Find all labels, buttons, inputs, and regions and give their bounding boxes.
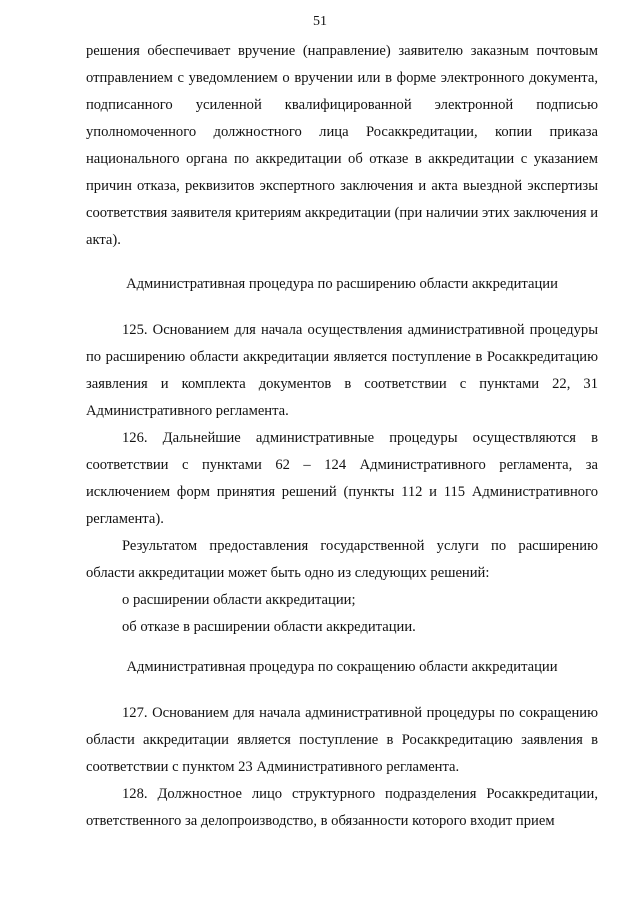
decision-option-refuse: об отказе в расширении области аккредитации.: [122, 619, 416, 635]
section-expand-block: [86, 317, 598, 641]
paragraph-127: 127. Основанием для начала административной процедуры по сокращению области аккредитации является поступление в Росаккредитацию заявления в соответствии с пунктом 23 Административного регламента.: [86, 705, 598, 775]
heading-expand-accreditation: Административная процедура по расширению области аккредитации: [126, 276, 558, 292]
section-reduce-block: [86, 700, 598, 835]
decision-option-expand: о расширении области аккредитации;: [122, 592, 356, 608]
paragraph-126: 126. Дальнейшие административные процедуры осуществляются в соответствии с пунктами 62 – 124 Административного регламента, за исключением форм принятия решений (пункты 112 и 115 Административного регламента).: [86, 430, 598, 527]
result-paragraph: Результатом предоставления государственной услуги по расширению области аккредитации может быть одно из следующих решений:: [86, 538, 598, 581]
heading-reduce-accreditation: Административная процедура по сокращению области аккредитации: [126, 659, 558, 675]
intro-paragraph-block: [86, 38, 598, 254]
intro-paragraph: решения обеспечивает вручение (направление) заявителю заказным почтовым отправлением с уведомлением о вручении или в форме электронного документа, подписанного усиленной квалифицированной электронной подписью уполномоченного должностного лица Росаккредитации, копии приказа национального органа по аккредитации об отказе в аккредитации с указанием причин отказа, реквизитов экспертного заключения и акта выездной экспертизы соответствия заявителя критериям аккредитации (при наличии этих заключения и акта).: [86, 43, 599, 248]
page-number: 51: [313, 14, 327, 29]
paragraph-128: 128. Должностное лицо структурного подразделения Росаккредитации, ответственного за делопроизводство, в обязанности которого входит прием: [86, 786, 598, 829]
paragraph-125: 125. Основанием для начала осуществления административной процедуры по расширению области аккредитации является поступление в Росаккредитацию заявления и комплекта документов в соответствии с пунктами 22, 31 Административного регламента.: [86, 322, 598, 419]
